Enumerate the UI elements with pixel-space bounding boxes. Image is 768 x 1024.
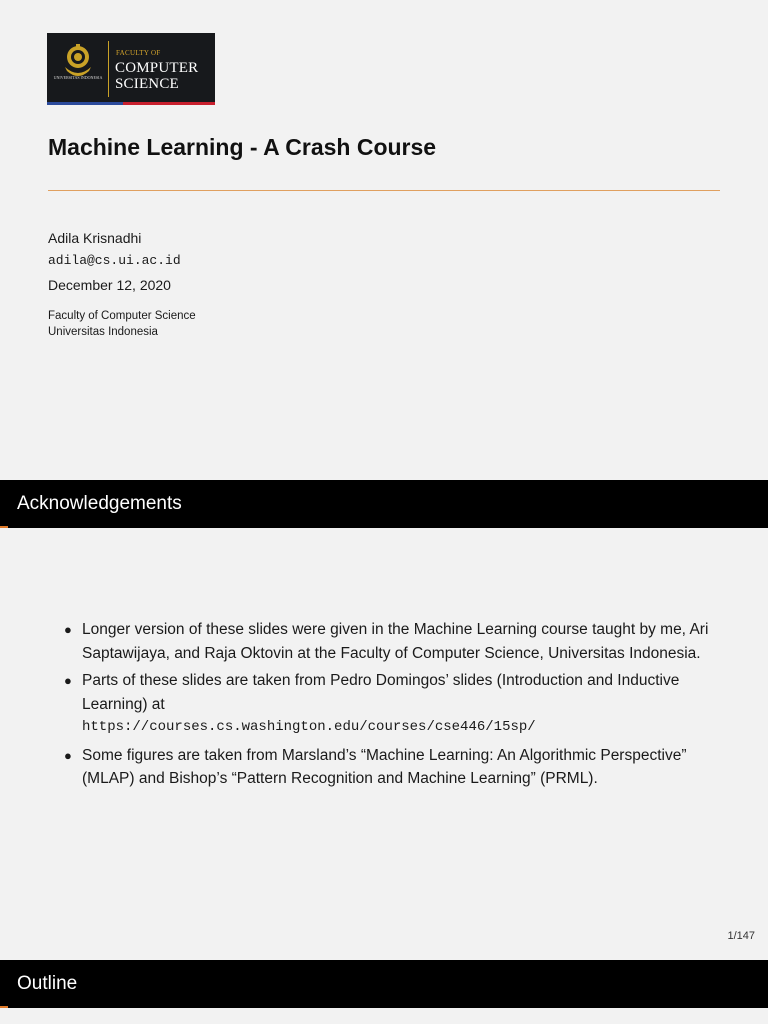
presentation-title: Machine Learning - A Crash Course [48,134,437,160]
list-item [64,618,714,665]
institution [48,308,196,340]
university-emblem-icon [55,39,101,93]
logo-line-computer: COMPUTER [115,60,199,76]
logo-divider [108,41,109,97]
institution-university: Universitas Indonesia [48,326,158,338]
acknowledgements-list [64,618,714,795]
page-number: 1/147 [727,930,755,942]
list-item [64,744,714,791]
title-rule [48,190,720,191]
acknowledgements-header [0,480,768,528]
acknowledgements-title: Acknowledgements [17,493,182,514]
outline-header [0,960,768,1008]
outline-title: Outline [17,973,78,994]
emblem-caption: UNIVERSITAS INDONESIA [53,75,103,80]
logo-line-science: SCIENCE [115,76,179,92]
author-name: Adila Krisnadhi [48,230,142,246]
bullet-icon: ● [64,747,72,763]
author-email: adila@cs.ui.ac.id [48,253,181,268]
source-url-link[interactable]: https://courses.cs.washington.edu/courses/cse446/15sp/ [82,719,536,735]
logo-stripe-blue [47,102,123,105]
bullet-icon: ● [64,673,72,688]
logo-faculty-of: FACULTY OF [116,49,161,57]
institution-faculty: Faculty of Computer Science [48,310,196,322]
list-item-text: Longer version of these slides were given in the Machine Learning course taught by me, Ari Saptawijaya, and Raja Oktovin at the Faculty of Computer Science, Universitas Indonesia. [82,621,709,662]
presentation-date: December 12, 2020 [48,277,171,293]
faculty-logo [47,33,215,105]
list-item-text: Some figures are taken from Marsland’s “Machine Learning: An Algorithmic Perspective” (MLAP) and Bishop’s “Pattern Recognition and Machine Learning” (PRML). [82,746,687,787]
list-item-text: Parts of these slides are taken from Pedro Domingos’ slides (Introduction and Inductive Learning) at [82,672,680,713]
list-item [64,669,714,740]
header-accent [0,1006,8,1008]
bullet-icon: ● [64,622,72,637]
header-accent [0,526,8,528]
